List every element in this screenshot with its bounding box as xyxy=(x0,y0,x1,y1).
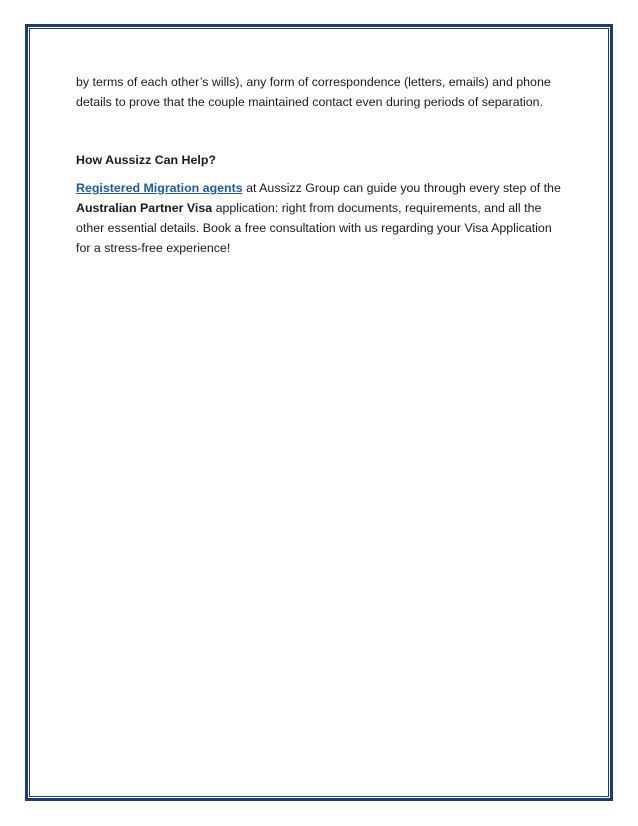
help-text-1: at Aussizz Group can guide you through every step of the xyxy=(242,181,561,195)
registered-migration-agents-link[interactable]: Registered Migration agents xyxy=(76,181,243,195)
australian-partner-visa-term: Australian Partner Visa xyxy=(76,201,213,215)
document-body xyxy=(76,72,566,258)
section-heading: How Aussizz Can Help? xyxy=(76,153,216,167)
help-text-2: application: right from documents, requirements, and all the other essential details. Book a free consultation with us regarding your Visa Application for a stress-free experience! xyxy=(76,201,552,255)
help-paragraph xyxy=(76,178,566,258)
intro-paragraph: by terms of each other’s wills), any form of correspondence (letters, emails) and phone details to prove that the couple maintained contact even during periods of separation. xyxy=(76,75,551,109)
